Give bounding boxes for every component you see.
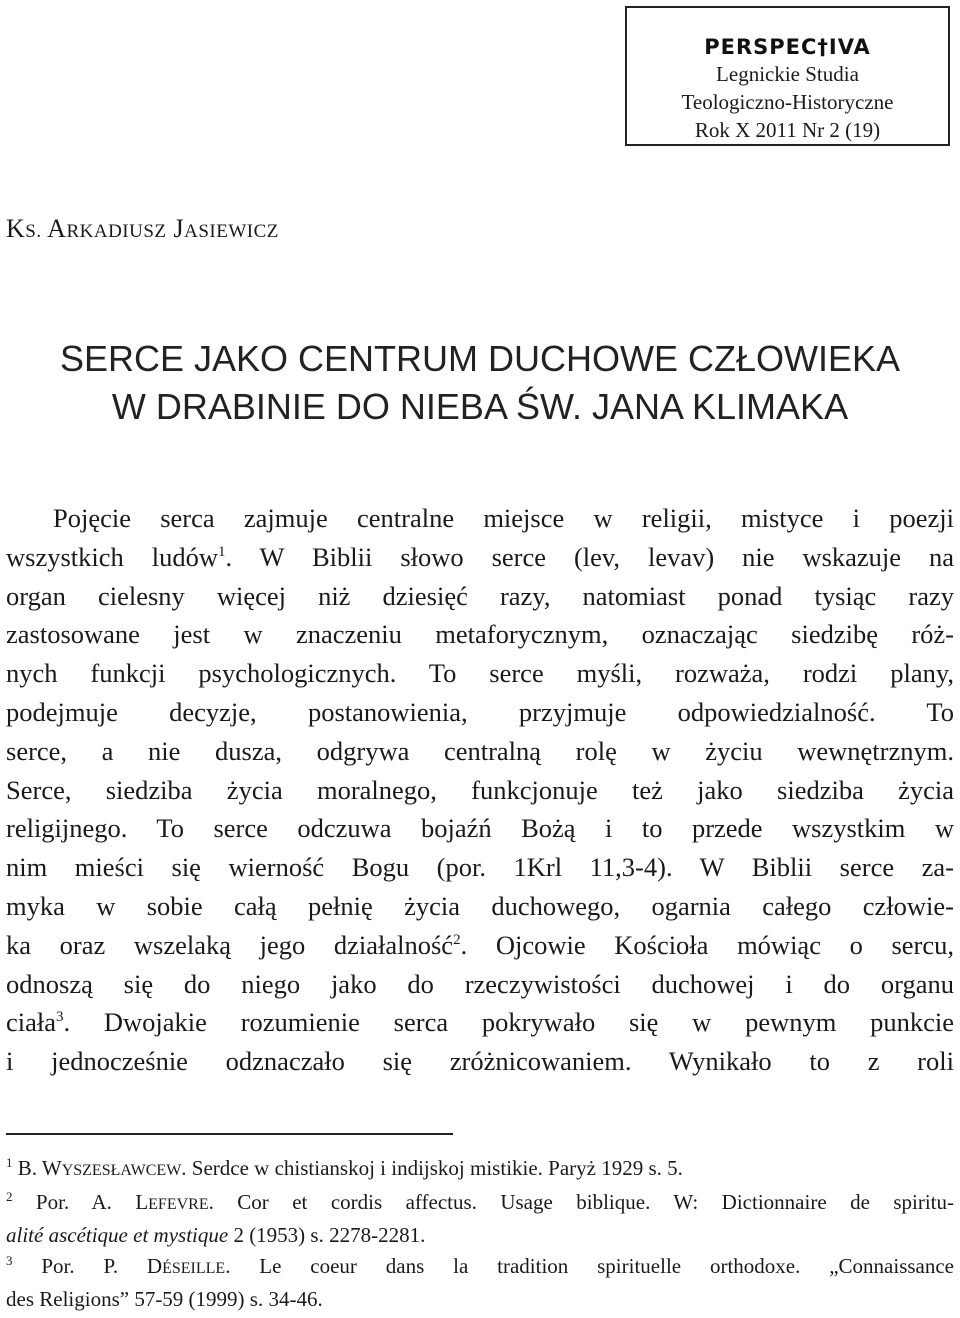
author-initial: K: [6, 214, 26, 243]
footnote-author-smallcaps: EFEVRE: [148, 1195, 209, 1213]
footnote-2-continued: [6, 1220, 954, 1251]
body-line: zastosowane jest w znaczeniu metaforycznym, oznaczając siedzibę róż-: [6, 619, 954, 650]
footnote-number: 1: [6, 1155, 13, 1170]
footnote-1: [6, 1153, 954, 1187]
footnote-ref: 1: [217, 543, 226, 560]
body-line: religijnego. To serce odczuwa bojaźń Bożą i to przede wszystkim w: [6, 813, 954, 844]
footnote-number: 2: [6, 1188, 13, 1204]
title-line: SERCE JAKO CENTRUM DUCHOWE CZŁOWIEKA: [59, 338, 901, 379]
body-line: nim mieści się wierność Bogu (por. 1Krl 11,3-4). W Biblii serce za-: [6, 852, 954, 883]
body-line: i jednocześnie odznaczało się zróżnicowaniem. Wynikało to z roli: [6, 1046, 954, 1077]
footnote-text: B. W: [12, 1156, 62, 1180]
body-text-run: . W Biblii słowo serce (lev, levav) nie wskazuje na: [225, 541, 954, 572]
journal-issue: Rok X 2011 Nr 2 (19): [694, 118, 881, 142]
footnote-2: [6, 1187, 954, 1221]
footnote-ref: 2: [453, 931, 461, 948]
footnote-author-smallcaps: YSZESŁAWCEW: [61, 1162, 182, 1179]
journal-logo: PERSPEC†IVA: [704, 35, 871, 59]
footnote-italic-title: alité ascétique et mystique: [6, 1223, 229, 1247]
footnote-text: . Serdce w chistianskoj i indijskoj mistikie. Paryż 1929 s. 5.: [181, 1156, 683, 1180]
footnotes: [6, 1153, 954, 1315]
footnote-author-smallcaps: ÉSEILLE: [162, 1259, 226, 1277]
author-initial: A: [41, 214, 67, 243]
author-smallcaps: RKADIUSZ: [66, 221, 167, 242]
body-line: podejmuje decyzje, postanowienia, przyjmuje odpowiedzialność. To: [6, 696, 954, 727]
author-name: [6, 214, 279, 244]
footnote-text: . Le coeur dans la tradition spirituelle orthodoxe. „Connaissance: [225, 1253, 954, 1278]
footnote-text: Por. P. D: [12, 1253, 163, 1278]
footnote-3-continued: des Religions” 57-59 (1999) s. 34-46.: [6, 1287, 323, 1311]
body-line: Serce, siedziba życia moralnego, funkcjonuje też jako siedziba życia: [6, 774, 954, 805]
journal-name-line2: Teologiczno-Historyczne: [681, 90, 894, 114]
body-text-run: . Dwojakie rozumienie serca pokrywało się w pewnym punkcie: [63, 1007, 954, 1038]
body-line: serce, a nie dusza, odgrywa centralną rolę w życiu wewnętrznym.: [6, 735, 954, 766]
body-line: Pojęcie serca zajmuje centralne miejsce w religii, mistyce i poezji: [53, 503, 954, 533]
body-text-run: ka oraz wszelaką jego działalność: [6, 929, 454, 960]
footnote-number: 3: [6, 1252, 13, 1268]
footnote-3: [6, 1251, 954, 1285]
body-text-run: wszystkich ludów: [6, 541, 218, 572]
body-line: [6, 538, 954, 577]
body-line: odnoszą się do niego jako do rzeczywistości duchowej i do organu: [6, 968, 954, 999]
body-line: [6, 926, 954, 965]
body-line: myka w sobie całą pełnię życia duchowego, ogarnia całego człowie-: [6, 890, 954, 921]
body-paragraph: [6, 499, 954, 1081]
body-text-run: ciała: [6, 1007, 57, 1038]
journal-header-box: [625, 6, 950, 146]
title-line: W DRABINIE DO NIEBA ŚW. JANA KLIMAKA: [111, 386, 849, 427]
body-line: [6, 1003, 954, 1042]
author-initial: J: [166, 214, 185, 243]
author-smallcaps: S.: [25, 221, 42, 242]
footnote-text: 2 (1953) s. 2278-2281.: [228, 1223, 426, 1247]
footnote-separator: [6, 1133, 453, 1135]
body-line: organ cielesny więcej niż dziesięć razy, natomiast ponad tysiąc razy: [6, 580, 954, 611]
article-title: [0, 335, 960, 431]
footnote-text: . Cor et cordis affectus. Usage biblique. W: Dictionnaire de spiritu-: [208, 1189, 954, 1214]
footnote-ref: 3: [56, 1009, 64, 1026]
body-text-run: . Ojcowie Kościoła mówiąc o sercu,: [460, 929, 955, 960]
journal-name-line1: Legnickie Studia: [716, 62, 859, 86]
footnote-text: Por. A. L: [12, 1189, 149, 1214]
author-smallcaps: ASIEWICZ: [184, 221, 279, 242]
body-line: nych funkcji psychologicznych. To serce myśli, rozważa, rodzi plany,: [6, 658, 954, 689]
